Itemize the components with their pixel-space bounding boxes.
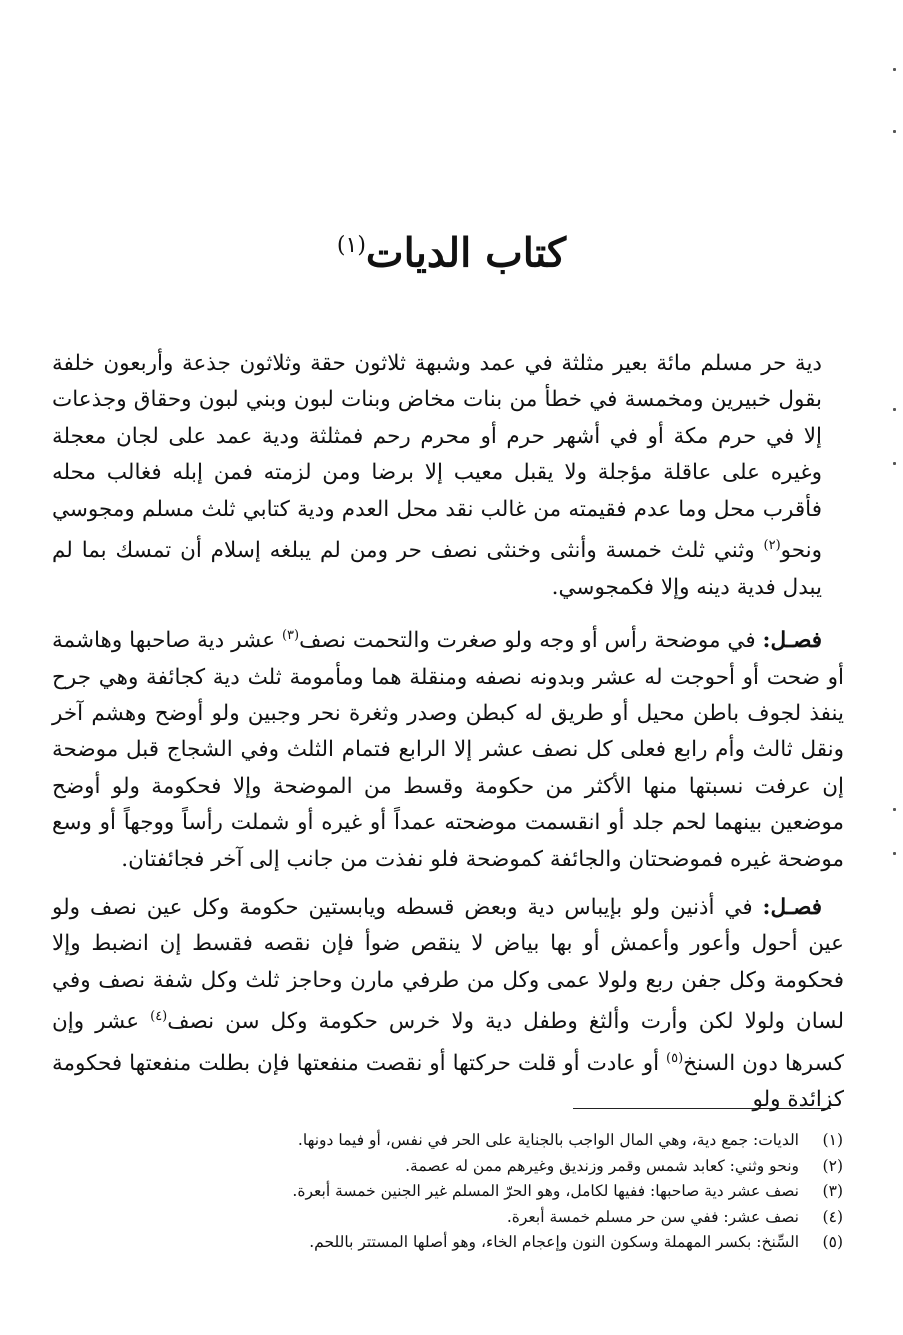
paragraph-text: وثني ثلث خمسة وأنثى وخنثى نصف حر ومن لم يبلغه إسلام أن تمسك بما لم يبدل فدية دينه وإلا فكمجوسي.	[52, 538, 822, 600]
footnote-ref: (٥)	[666, 1050, 684, 1066]
scan-mark	[893, 408, 896, 411]
footnote-ref: (٤)	[150, 1009, 168, 1025]
footnote-text: نصف عشر دية صاحبها: ففيها لكامل، وهو الحرّ المسلم غير الجنين خمسة أبعرة.	[292, 1182, 799, 1201]
footnote-text: السِّنخ: بكسر المهملة وسكون النون وإعجام الخاء، وهو أصلها المستتر باللحم.	[309, 1233, 799, 1252]
footnote-text: الديات: جمع دية، وهي المال الواجب بالجناية على الحر في نفس، أو فيما دونها.	[297, 1131, 799, 1149]
footnote-number: (٣)	[822, 1182, 843, 1201]
footnote-separator	[573, 1108, 831, 1109]
paragraph-text: عشر دية صاحبها وهاشمة أو ضحت أو أحوجت له عشر وبدونه نصفه ومنقلة هما ومأمومة ثلث دية كجائفة وهي جرح ينفذ لجوف باطن محيل أو طريق له كبطن وصدر وثغرة نحر وجبين ولو أوضح وهشم آخر ونقل ثالث وأم رابع فعلى كل نصف عشر إلا الرابع فتمام الثلث وفي الشجاج قبل موضحة إن عرفت نسبتها منها الأكثر من حكومة وقسط من الموضحة وإلا فحكومة ولو أوضح موضعين بينهما لحم جلد أو انقسمت موضحته عمداً أو غيره أو شملت رأساً ووجهاً أو وسع موضحة غيره فموضحتان والجائفة كموضحة فلو نفذت من جانب إلى آخر فجائفتان.	[52, 628, 844, 872]
footnote	[123, 1154, 843, 1180]
paragraph-wounds	[52, 618, 844, 878]
scan-mark	[893, 808, 896, 811]
chapter-title	[0, 218, 903, 281]
footnote	[123, 1205, 843, 1231]
footnote-ref: (٣)	[281, 628, 300, 643]
section-lead: فصـل:	[762, 895, 822, 920]
scan-mark	[893, 462, 896, 465]
main-text	[52, 346, 844, 1131]
footnote-number: (١)	[822, 1131, 843, 1149]
paragraph-text: دية حر مسلم مائة بعير مثلثة في عمد وشبهة ثلاثون حقة وثلاثون جذعة وأربعون خلفة بقول خبيرين ومخمسة في خطأ من بنات مخاض وبنات لبون وبني لبون وحقاق وجذعات إلا في حرم مكة أو في أشهر حرم أو محرم رحم فمثلثة ودية عمد على لجان معجلة وغيره على عاقلة مؤجلة ولا يقبل معيب إلا برضا ومن لزمته فمن إبله فغالب محله فأقرب محل وما عدم فقيمته من غالب نقد محل العدم ودية كتابي ثلث مسلم ومجوسي ونحو	[52, 351, 822, 564]
paragraph-text: أو عادت أو قلت حركتها أو نقصت منفعتها فإن بطلت منفعتها فحكومة كزائدة ولو	[52, 1050, 844, 1113]
footnote-number: (٤)	[822, 1207, 843, 1226]
section-lead: فصـل:	[762, 628, 822, 654]
footnote	[123, 1179, 843, 1205]
paragraph-text: في موضحة رأس أو وجه ولو صغرت والتحمت نصف	[299, 628, 763, 654]
paragraph-diyat	[52, 346, 844, 606]
footnote-text: نصف عشر: ففي سن حر مسلم خمسة أبعرة.	[506, 1207, 799, 1226]
chapter-title-footnote-ref: (١)	[336, 233, 366, 258]
footnote-text: ونحو وثني: كعابد شمس وقمر وزنديق وغيرهم ممن له عصمة.	[405, 1156, 799, 1175]
scan-mark	[893, 852, 896, 855]
footnote	[123, 1128, 843, 1154]
chapter-title-text: كتاب الديات	[365, 229, 567, 277]
scan-mark	[893, 130, 896, 133]
paragraph-text: عشر وإن كسرها دون السنخ	[52, 1009, 844, 1076]
paragraph-text: في أذنين ولو بإيباس دية وبعض قسطه ويابستين حكومة وكل عين نصف ولو عين أحول وأعور وأعمش أو بها بياض لا ينقص ضوأ فإن نقصه فقسط إن انضبط وإلا فحكومة وكل جفن ربع ولولا عمى وكل من طرفي مارن وحاجز ثلث وكل شفة نصف وفي لسان ولولا لكن وأرت وألثغ وطفل دية ولا خرس حكومة وكل سن نصف	[52, 895, 844, 1035]
scan-mark	[893, 68, 896, 71]
footnote-number: (٥)	[822, 1233, 843, 1252]
footnote	[123, 1230, 843, 1256]
paragraph-organs	[52, 890, 844, 1119]
footnote-number: (٢)	[822, 1156, 843, 1175]
footnote-ref: (٢)	[763, 538, 781, 554]
footnotes	[123, 1128, 843, 1256]
